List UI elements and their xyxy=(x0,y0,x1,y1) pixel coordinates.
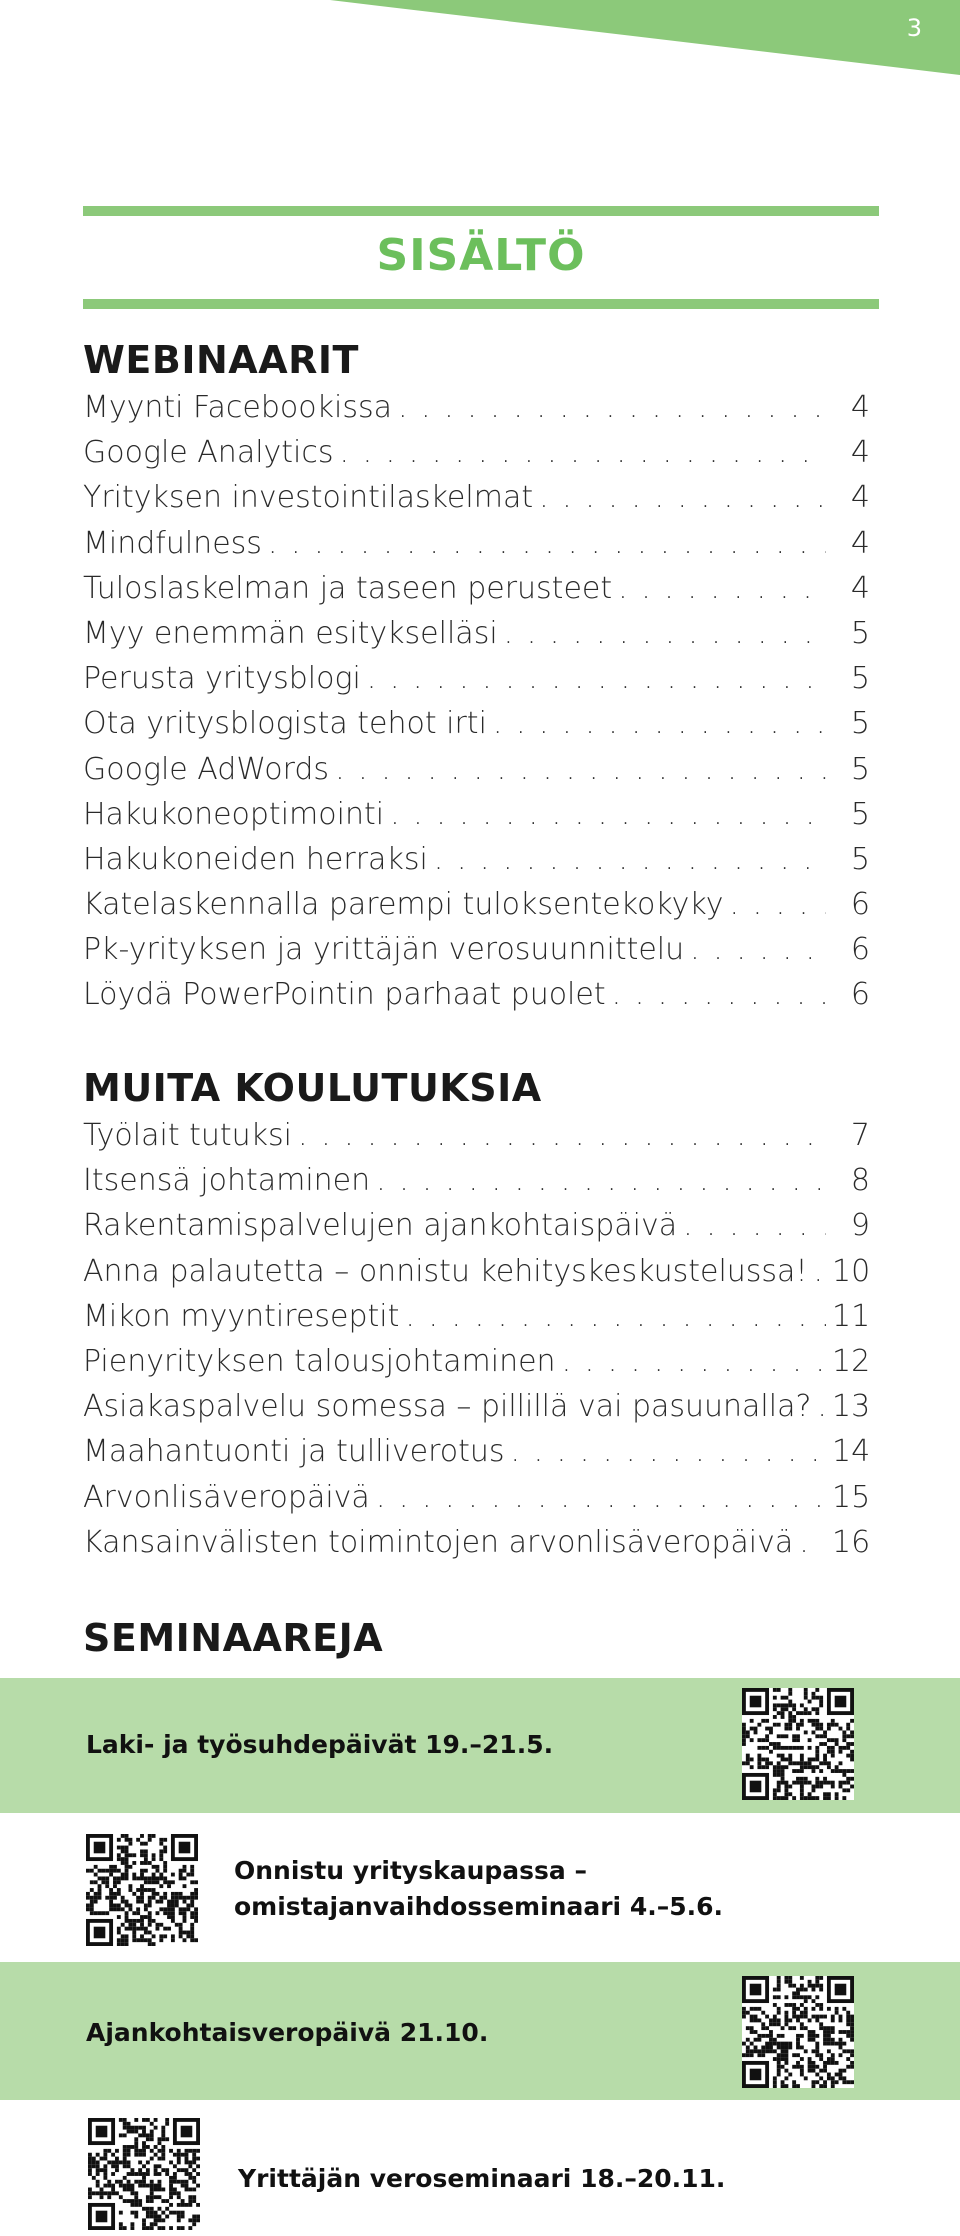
toc-entry-page: 5 xyxy=(850,661,870,697)
toc-leader-dots xyxy=(335,752,826,787)
toc-leader-dots xyxy=(376,1163,826,1198)
toc-entry-title: Google Analytics xyxy=(83,435,334,471)
qr-code-icon xyxy=(742,1976,854,2088)
toc-entry-title: Yrityksen investointilaskelmat xyxy=(83,480,534,516)
toc-entry xyxy=(83,1208,870,1253)
section-heading-seminaareja: SEMINAAREJA xyxy=(83,1616,384,1660)
seminar-item-4-line1: Yrittäjän veroseminaari 18.–20.11. xyxy=(238,2164,726,2193)
toc-entry xyxy=(83,977,870,1022)
toc-leader-dots xyxy=(730,887,827,922)
toc-leader-dots xyxy=(612,977,826,1012)
seminar-item-2 xyxy=(234,1853,723,1925)
toc-entry-title: Työlait tutuksi xyxy=(83,1118,293,1153)
seminar-item-4 xyxy=(238,2161,725,2197)
toc-entry xyxy=(83,932,870,977)
toc-entry-page: 5 xyxy=(850,796,870,832)
toc-entry-page: 7 xyxy=(850,1118,870,1153)
toc-entry-title: Itsensä johtaminen xyxy=(83,1163,371,1199)
toc-entry-title: Tuloslaskelman ja taseen perusteet xyxy=(83,570,613,606)
toc-entry-title: Myy enemmän esitykselläsi xyxy=(83,615,498,651)
toc-entry-page: 9 xyxy=(850,1208,870,1244)
toc-muita-koulutuksia xyxy=(83,1118,870,1570)
toc-leader-dots xyxy=(504,616,826,651)
toc-leader-dots xyxy=(562,1344,826,1379)
toc-entry xyxy=(83,1525,870,1570)
toc-entry-title: Kansainvälisten toimintojen arvonlisäveropäivä xyxy=(83,1524,794,1560)
seminar-item-1 xyxy=(86,1727,553,1763)
toc-entry xyxy=(83,661,870,706)
toc-entry-title: Myynti Facebookissa xyxy=(83,390,392,425)
toc-entry xyxy=(83,1389,870,1434)
toc-leader-dots xyxy=(493,706,826,741)
toc-leader-dots xyxy=(817,1389,826,1424)
corner-decoration xyxy=(0,0,960,80)
page-title: SISÄLTÖ xyxy=(376,230,586,281)
toc-entry-title: Rakentamispalvelujen ajankohtaispäivä xyxy=(83,1208,678,1244)
toc-entry-page: 11 xyxy=(832,1298,871,1334)
title-rule-top xyxy=(83,206,879,216)
toc-entry-page: 4 xyxy=(850,525,870,561)
toc-leader-dots xyxy=(539,480,826,515)
toc-entry-title: Ota yritysblogista tehot irti xyxy=(83,706,487,742)
toc-entry xyxy=(83,1344,870,1389)
toc-entry xyxy=(83,435,870,480)
toc-entry-page: 5 xyxy=(850,841,870,877)
toc-entry-page: 6 xyxy=(850,977,870,1013)
toc-entry-title: Katelaskennalla parempi tuloksentekokyky xyxy=(83,887,724,923)
section-heading-muita-koulutuksia: MUITA KOULUTUKSIA xyxy=(83,1066,542,1110)
toc-entry-page: 4 xyxy=(850,390,870,425)
toc-entry xyxy=(83,480,870,525)
toc-leader-dots xyxy=(398,390,826,425)
toc-leader-dots xyxy=(813,1254,826,1289)
toc-entry xyxy=(83,706,870,751)
toc-entry-page: 5 xyxy=(850,751,870,787)
toc-entry xyxy=(83,390,870,435)
toc-entry-page: 6 xyxy=(850,887,870,923)
qr-code-icon xyxy=(742,1688,854,1800)
qr-code-icon xyxy=(86,1834,198,1946)
toc-entry-page: 15 xyxy=(832,1479,871,1515)
toc-entry xyxy=(83,616,870,661)
toc-entry-page: 5 xyxy=(850,615,870,651)
toc-entry-title: Pk-yrityksen ja yrittäjän verosuunnittelu xyxy=(83,932,685,968)
toc-entry xyxy=(83,1299,870,1344)
toc-entry-page: 16 xyxy=(832,1524,871,1560)
toc-entry-page: 8 xyxy=(850,1163,870,1199)
toc-entry xyxy=(83,1254,870,1299)
toc-leader-dots xyxy=(376,1480,826,1515)
toc-entry xyxy=(83,752,870,797)
toc-entry xyxy=(83,1480,870,1525)
toc-entry-title: Perusta yritysblogi xyxy=(83,661,361,697)
toc-entry-page: 14 xyxy=(832,1434,871,1470)
toc-entry-page: 6 xyxy=(850,932,870,968)
title-rule-bottom xyxy=(83,299,879,309)
toc-entry xyxy=(83,887,870,932)
toc-entry-title: Mikon myyntireseptit xyxy=(83,1298,400,1334)
toc-entry xyxy=(83,526,870,571)
seminar-item-2-line1: Onnistu yrityskaupassa – xyxy=(234,1856,587,1885)
toc-leader-dots xyxy=(690,932,826,967)
toc-entry xyxy=(83,842,870,887)
toc-leader-dots xyxy=(390,797,826,832)
toc-entry xyxy=(83,1434,870,1479)
toc-entry-page: 5 xyxy=(850,706,870,742)
toc-entry xyxy=(83,1118,870,1163)
toc-leader-dots xyxy=(434,842,826,877)
toc-entry-title: Asiakaspalvelu somessa – pillillä vai pasuunalla? xyxy=(83,1389,812,1425)
page-number: 3 xyxy=(906,14,922,42)
toc-entry-page: 4 xyxy=(850,435,870,471)
section-heading-webinaarit: WEBINAARIT xyxy=(83,338,359,382)
qr-code-icon xyxy=(88,2118,200,2230)
toc-entry-title: Hakukoneiden herraksi xyxy=(83,841,428,877)
toc-leader-dots xyxy=(367,661,826,696)
toc-leader-dots xyxy=(618,571,826,606)
seminar-item-2-line2: omistajanvaihdosseminaari 4.–5.6. xyxy=(234,1892,723,1921)
toc-entry-title: Mindfulness xyxy=(83,525,262,561)
toc-entry-page: 10 xyxy=(832,1253,871,1289)
toc-leader-dots xyxy=(405,1299,826,1334)
toc-leader-dots xyxy=(799,1525,826,1560)
toc-entry-title: Hakukoneoptimointi xyxy=(83,796,385,832)
toc-entry-title: Pienyrityksen talousjohtaminen xyxy=(83,1343,556,1379)
toc-entry xyxy=(83,1163,870,1208)
toc-entry xyxy=(83,797,870,842)
toc-entry-title: Maahantuonti ja tulliverotus xyxy=(83,1434,505,1470)
seminar-item-3-line1: Ajankohtaisveropäivä 21.10. xyxy=(86,2018,489,2047)
toc-leader-dots xyxy=(511,1434,826,1469)
toc-entry xyxy=(83,571,870,616)
toc-entry-title: Google AdWords xyxy=(83,751,330,787)
toc-leader-dots xyxy=(298,1118,826,1153)
toc-entry-title: Arvonlisäveropäivä xyxy=(83,1479,370,1515)
toc-leader-dots xyxy=(340,435,826,470)
toc-leader-dots xyxy=(683,1208,826,1243)
toc-entry-title: Löydä PowerPointin parhaat puolet xyxy=(83,977,606,1013)
toc-webinaarit xyxy=(83,390,870,1023)
toc-entry-title: Anna palautetta – onnistu kehityskeskustelussa! xyxy=(83,1253,808,1289)
toc-leader-dots xyxy=(268,526,826,561)
seminar-item-3 xyxy=(86,2015,488,2051)
toc-entry-page: 12 xyxy=(832,1343,871,1379)
seminar-item-1-line1: Laki- ja työsuhdepäivät 19.–21.5. xyxy=(86,1730,554,1759)
toc-entry-page: 4 xyxy=(850,480,870,516)
toc-entry-page: 4 xyxy=(850,570,870,606)
toc-entry-page: 13 xyxy=(832,1389,871,1425)
